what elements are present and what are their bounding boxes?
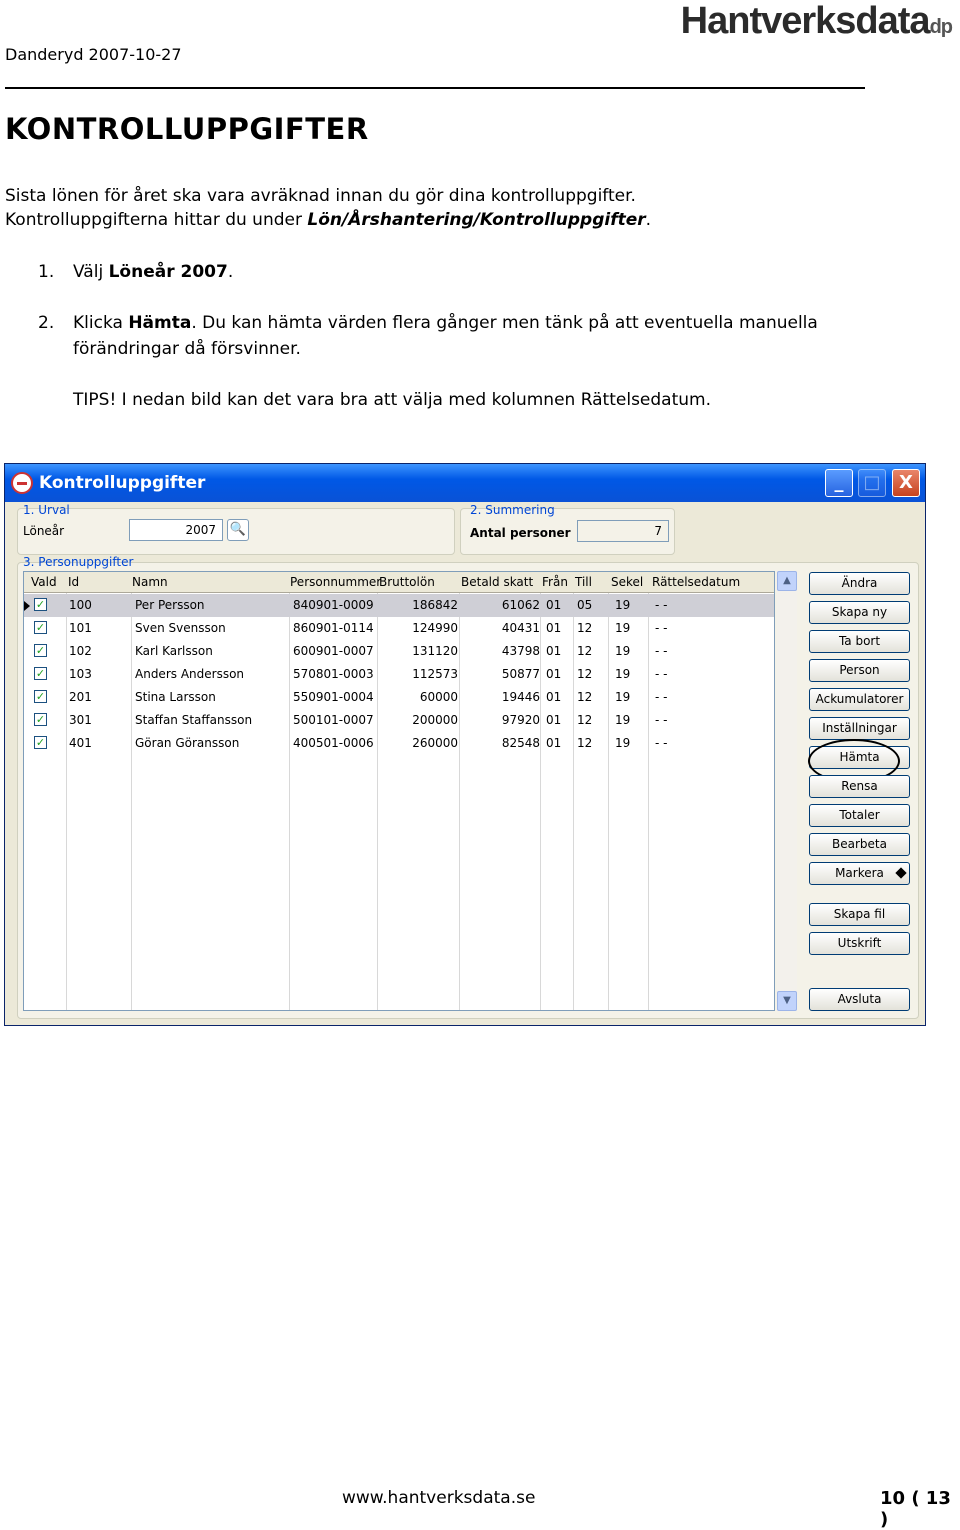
kontrolluppgifter-window: [4, 463, 926, 1026]
dropdown-diamond-icon: [895, 867, 906, 878]
personuppgifter-label: 3. Personuppgifter: [23, 555, 134, 569]
step-1: 1. Välj Löneår 2007.: [38, 262, 234, 282]
rensa-button[interactable]: Rensa: [809, 775, 910, 798]
vald-checkbox[interactable]: ✓: [35, 644, 46, 657]
tips-text: TIPS! I nedan bild kan det vara bra att välja med kolumnen Rättelsedatum.: [73, 390, 711, 410]
intro-line-1: Sista lönen för året ska vara avräknad innan du gör dina kontrolluppgifter.: [5, 186, 636, 206]
table-row[interactable]: ✓ 102 Karl Karlsson 600901-0007 131120 43798 01 12 19 - -: [35, 644, 668, 658]
avsluta-button[interactable]: Avsluta: [809, 988, 910, 1011]
col-vald[interactable]: Vald: [31, 575, 57, 589]
person-button[interactable]: Person: [809, 659, 910, 682]
col-bruttolon[interactable]: Bruttolön: [379, 575, 435, 589]
search-icon[interactable]: 🔍: [227, 519, 249, 541]
col-rattelsedatum[interactable]: Rättelsedatum: [652, 575, 741, 589]
intro-line-2: Kontrolluppgifterna hittar du under Lön/Årshantering/Kontrolluppgifter.: [5, 210, 652, 230]
antal-personer-label: Antal personer: [470, 526, 571, 540]
hamta-button[interactable]: Hämta: [809, 746, 910, 769]
col-sekel[interactable]: Sekel: [611, 575, 644, 589]
vald-checkbox[interactable]: ✓: [35, 713, 46, 726]
intro-paragraph: [5, 184, 651, 232]
ackumulatorer-button[interactable]: Ackumulatorer: [809, 688, 910, 711]
col-personnummer[interactable]: Personnummer: [290, 575, 382, 589]
ta-bort-button[interactable]: Ta bort: [809, 630, 910, 653]
col-namn[interactable]: Namn: [132, 575, 168, 589]
table-row[interactable]: ✓ 201 Stina Larsson 550901-0004 60000 19446 01 12 19 - -: [35, 690, 668, 704]
scroll-up-icon[interactable]: ▲: [777, 571, 797, 591]
vald-checkbox[interactable]: ✓: [35, 736, 46, 749]
grid-scrollbar[interactable]: [777, 571, 797, 1011]
skapa-ny-button[interactable]: Skapa ny: [809, 601, 910, 624]
vald-checkbox[interactable]: ✓: [35, 690, 46, 703]
maximize-button[interactable]: □: [858, 469, 886, 497]
app-icon: [11, 472, 33, 494]
markera-button[interactable]: Markera: [809, 862, 910, 885]
table-row[interactable]: ✓ 101 Sven Svensson 860901-0114 124990 40431 01 12 19 - -: [35, 621, 668, 635]
col-id[interactable]: Id: [68, 575, 80, 589]
vald-checkbox[interactable]: ✓: [35, 667, 46, 680]
lonear-label: Löneår: [23, 524, 65, 538]
document-date: Danderyd 2007-10-27: [5, 45, 182, 64]
bearbeta-button[interactable]: Bearbeta: [809, 833, 910, 856]
page-number: 10 ( 13 ): [880, 1488, 951, 1530]
page-title: KONTROLLUPPGIFTER: [5, 112, 369, 146]
close-button[interactable]: X: [892, 469, 920, 497]
window-title: Kontrolluppgifter: [39, 473, 206, 493]
table-row[interactable]: ✓ 100 Per Persson 840901-0009 186842 61062 01 05 19 - -: [24, 594, 775, 617]
andra-button[interactable]: Ändra: [809, 572, 910, 595]
antal-personer-value: 7: [577, 520, 669, 542]
installningar-button[interactable]: Inställningar: [809, 717, 910, 740]
current-row-arrow-icon: [24, 601, 30, 611]
company-logo: Hantverksdatadp: [680, 0, 952, 42]
lonear-input[interactable]: 2007: [129, 519, 223, 541]
window-titlebar[interactable]: [5, 464, 925, 502]
step-2: 2. Klicka Hämta. Du kan hämta värden flera gånger men tänk på att eventuella manuella förändringar då försvinner.: [38, 313, 818, 359]
table-row[interactable]: ✓ 401 Göran Göransson 400501-0006 260000 82548 01 12 19 - -: [35, 736, 668, 750]
vald-checkbox[interactable]: ✓: [35, 621, 46, 634]
utskrift-button[interactable]: Utskrift: [809, 932, 910, 955]
person-grid[interactable]: [23, 571, 775, 1011]
table-row[interactable]: ✓ 103 Anders Andersson 570801-0003 112573 50877 01 12 19 - -: [35, 667, 668, 681]
footer-url: www.hantverksdata.se: [342, 1488, 536, 1508]
summering-label: 2. Summering: [470, 503, 555, 517]
minimize-button[interactable]: _: [825, 469, 853, 497]
urval-label: 1. Urval: [23, 503, 70, 517]
menu-path: Lön/Årshantering/Kontrolluppgifter: [307, 210, 646, 230]
vald-checkbox[interactable]: ✓: [35, 598, 46, 611]
col-fran[interactable]: Från: [542, 575, 568, 589]
totaler-button[interactable]: Totaler: [809, 804, 910, 827]
table-row[interactable]: ✓ 301 Staffan Staffansson 500101-0007 200000 97920 01 12 19 - -: [35, 713, 668, 727]
scroll-down-icon[interactable]: ▼: [777, 991, 797, 1011]
col-till[interactable]: Till: [575, 575, 592, 589]
skapa-fil-button[interactable]: Skapa fil: [809, 903, 910, 926]
col-betald-skatt[interactable]: Betald skatt: [461, 575, 534, 589]
header-divider: [5, 87, 865, 89]
grid-header: [24, 572, 774, 593]
